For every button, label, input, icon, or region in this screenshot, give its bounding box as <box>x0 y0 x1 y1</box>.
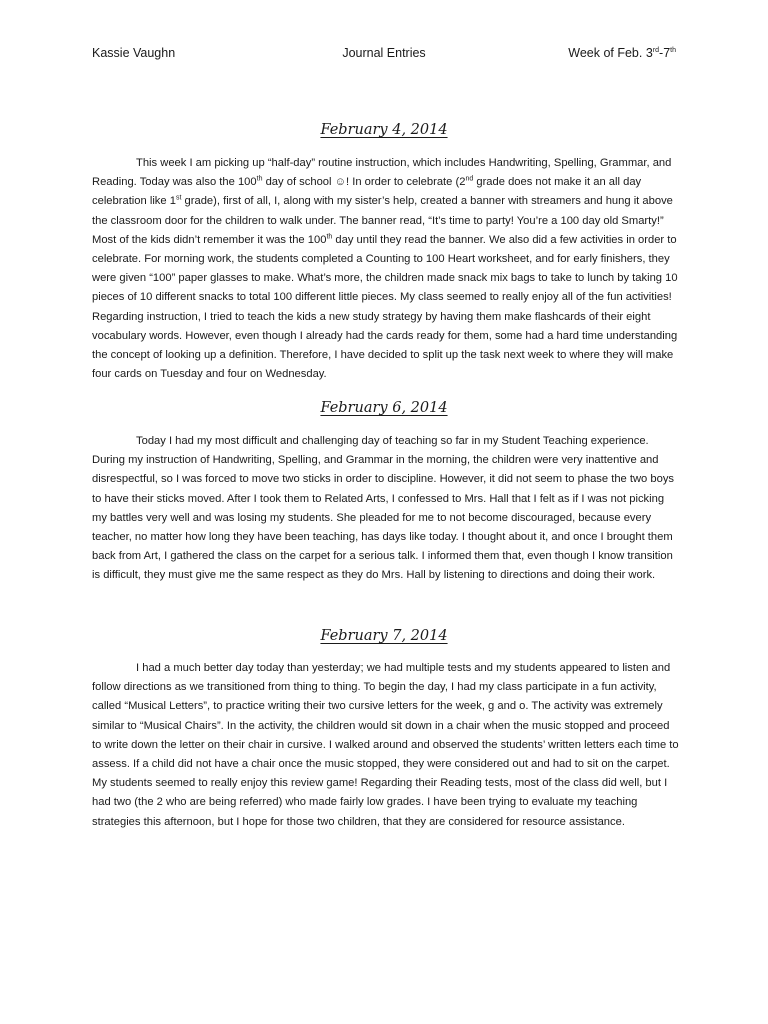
author-name: Kassie Vaughn <box>92 46 176 60</box>
ordinal-superscript: th <box>326 233 333 241</box>
entry-body-feb-6 <box>92 432 680 586</box>
entry-title-feb-6: February 6, 2014 <box>320 400 448 416</box>
entry-title-feb-4: February 4, 2014 <box>320 122 448 138</box>
ordinal-superscript: st <box>175 194 182 202</box>
text-run: grade does not make it an all day celebration like 1 <box>92 176 642 208</box>
text-run: day until they read the banner. We also did a few activities in order to celebrate. For morning work, the students completed a Counting to 100 Heart worksheet, and for early finishers, they were given “100” paper glasses to make. What’s more, the children made snack mix bags to take to lunch by taking 10 pieces of 10 different snacks to total 100 different little pieces. My class seemed to really enjoy all of the fun activities! Regarding instruction, I tried to teach the kids a new study strategy by having them make flashcards of their eight vocabulary words. However, even though I already had the cards ready for them, some had a hard time understanding the concept of looking up a definition. Therefore, I have decided to split up the task next week to where they will make four cards on Tuesday and four on Wednesday. <box>92 233 678 381</box>
ordinal-superscript: th <box>256 175 263 183</box>
text-run: day of school ☺! In order to celebrate (2 <box>262 176 466 189</box>
document-title: Journal Entries <box>342 46 426 60</box>
ordinal-superscript: nd <box>465 175 474 183</box>
entry-body-feb-7 <box>92 659 680 832</box>
week-label <box>568 46 676 60</box>
week-superscript-end: th <box>670 46 676 54</box>
text-run: grade), first of all, I, along with my sister’s help, created a banner with streamers and hung it above the classroom door for the children to walk under. The banner read, “It’s time to party! You’re a 100 day old Smarty!” Most of the kids didn’t remember it was the 100 <box>92 195 673 246</box>
entry-title-feb-7: February 7, 2014 <box>320 628 448 644</box>
entry-paragraph: I had a much better day today than yesterday; we had multiple tests and my students appeared to listen and follow directions as we transitioned from thing to thing. To begin the day, I had my class participate in a fun activity, called “Musical Letters”, to practice writing their two cursive letters for the week, g and o. The activity was extremely similar to “Musical Chairs”. In the activity, the children would sit down in a chair when the music stopped and proceed to write down the letter on their chair in cursive. I walked around and observed the students’ written letters each time to assess. If a child did not have a chair once the music stopped, they were considered out and had to sit on the carpet. My students seemed to really enjoy this review game! Regarding their Reading tests, most of the class did well, but I had two (the 2 who are being referred) who made fairly low grades. I have been trying to evaluate my teaching strategies this afternoon, but I hope for those two children, that they are considered for resource assistance. <box>92 662 679 828</box>
week-superscript-start: rd <box>652 46 660 54</box>
week-range-end: -7 <box>659 46 671 60</box>
entry-paragraph: Today I had my most difficult and challenging day of teaching so far in my Student Teaching experience. During my instruction of Handwriting, Spelling, and Grammar in the morning, the children were very inattentive and disrespectful, so I was forced to move two sticks in order to discipline. However, it did not seem to phase the two boys to have their sticks moved. After I took them to Related Arts, I confessed to Mrs. Hall that I felt as if I was not picking my battles very well and was losing my students. She pleaded for me to not become discouraged, because every teacher, no matter how long they have been teaching, has days like today. I thought about it, and once I brought them back from Art, I gathered the class on the carpet for a serious talk. I informed them that, even though I know transition is difficult, they must give me the same respect as they do Mrs. Hall by listening to directions and doing their work. <box>92 435 675 582</box>
page-header <box>92 46 676 64</box>
entry-body-feb-4 <box>92 154 680 384</box>
text-run: This week I am picking up “half-day” routine instruction, which includes Handwriting, Spelling, Grammar, and Reading. Today was also the 100 <box>92 157 672 189</box>
week-prefix: Week of Feb. 3 <box>568 46 653 60</box>
entry-paragraph <box>92 154 680 384</box>
